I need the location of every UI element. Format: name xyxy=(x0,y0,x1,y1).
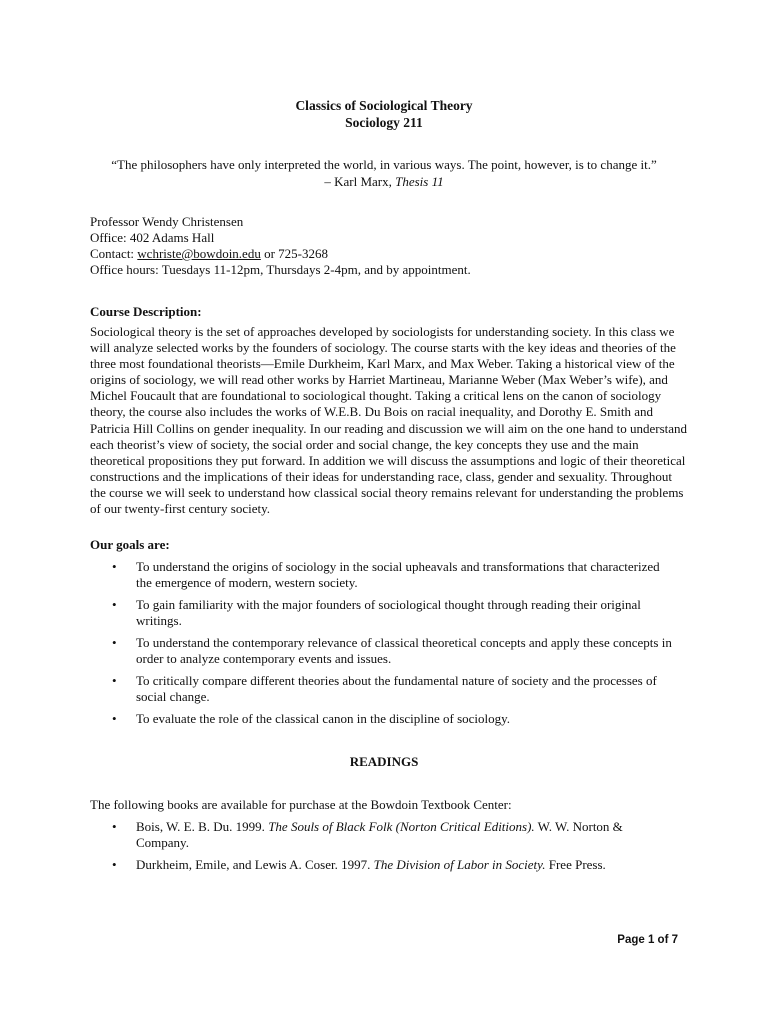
contact-prefix: Contact: xyxy=(90,246,138,261)
office-hours: Office hours: Tuesdays 11-12pm, Thursdays 2-4pm, and by appointment. xyxy=(90,262,471,277)
list-item: • To gain familiarity with the major founders of sociological thought through reading their original writings. xyxy=(112,596,641,629)
goals-list xyxy=(90,559,690,732)
contact-block xyxy=(90,214,690,278)
book-title: The Souls of Black Folk (Norton Critical Editions). xyxy=(268,819,535,834)
title-block xyxy=(0,97,768,131)
page-number: Page 1 of 7 xyxy=(617,934,678,946)
bullet-icon: • xyxy=(112,819,117,834)
book-authors: Durkheim, Emile, and Lewis A. Coser. 1997. xyxy=(136,856,374,872)
attribution-work: Thesis 11 xyxy=(395,174,444,189)
professor-name: Professor Wendy Christensen xyxy=(90,214,244,229)
bullet-icon: • xyxy=(112,710,117,726)
epigraph-attribution xyxy=(0,173,768,190)
contact-phone: or 725-3268 xyxy=(260,246,329,261)
email-link[interactable]: wchriste@bowdoin.edu xyxy=(137,246,261,261)
contact-line xyxy=(90,246,690,262)
bullet-icon: • xyxy=(112,596,117,612)
course-description-body: Sociological theory is the set of approaches developed by sociologists for understanding society. In this class we will analyze selected works by the founders of sociology. The course starts with the key ideas and theories of the three most foundational theorists—Emile Durkheim, Karl Marx, and Max Weber. Taking a historical view of the origins of sociology, we will read other works by Harriet Martineau, Marianne Weber (Max Weber’s wife), and Michel Foucault that are foundational to sociological thought. Taking a critical lens on the canon of sociology theory, the course also includes the works of W.E.B. Du Bois on racial inequality, and Dorothy E. Smith and Patricia Hill Collins on gender inequality. In our reading and discussion we will aim on the one hand to understand each theorist’s view of society, the social order and social change, the key concepts they use and the main theoretical propositions they put forward. In addition we will discuss the assumptions and logic of their theoretical constructions and the implications of their ideas for understanding race, class, gender and sexuality. Throughout the course we will seek to understand how classical social theory remains relevant for understanding the problems of our twenty-first century society. xyxy=(90,324,688,517)
readings-heading: READINGS xyxy=(349,754,419,769)
list-item: • To understand the origins of sociology in the social upheavals and transformations that characterized the emergence of modern, western society. xyxy=(112,559,660,591)
bullet-icon: • xyxy=(112,559,117,574)
book-publisher: Free Press. xyxy=(545,856,606,872)
book-title: The Division of Labor in Society. xyxy=(373,856,546,872)
list-item xyxy=(90,857,676,873)
attribution-prefix: – Karl Marx, xyxy=(324,174,396,189)
bullet-icon: • xyxy=(112,634,117,650)
readings-intro: The following books are available for purchase at the Bowdoin Textbook Center: xyxy=(90,797,512,812)
list-item xyxy=(90,819,676,851)
course-description-heading: Course Description: xyxy=(90,304,202,319)
office-location: Office: 402 Adams Hall xyxy=(90,230,215,245)
epigraph-quote: “The philosophers have only interpreted the world, in various ways. The point, however, is to change it.” xyxy=(111,157,657,172)
list-item: • To critically compare different theories about the fundamental nature of society and the processes of social change. xyxy=(112,672,657,704)
epigraph xyxy=(0,156,768,190)
list-item: • To understand the contemporary relevance of classical theoretical concepts and apply these concepts in order to analyze contemporary events and issues. xyxy=(112,634,672,667)
course-code: Sociology 211 xyxy=(345,115,423,130)
bullet-icon: • xyxy=(112,856,117,872)
book-authors: Bois, W. E. B. Du. 1999. xyxy=(136,819,269,834)
list-item: • To evaluate the role of the classical canon in the discipline of sociology. xyxy=(112,710,511,726)
goals-heading: Our goals are: xyxy=(90,537,170,552)
bullet-icon: • xyxy=(112,672,117,688)
course-title: Classics of Sociological Theory xyxy=(295,98,473,113)
readings-list xyxy=(90,819,690,879)
book-publisher: W. W. Norton & Company. xyxy=(136,819,623,851)
